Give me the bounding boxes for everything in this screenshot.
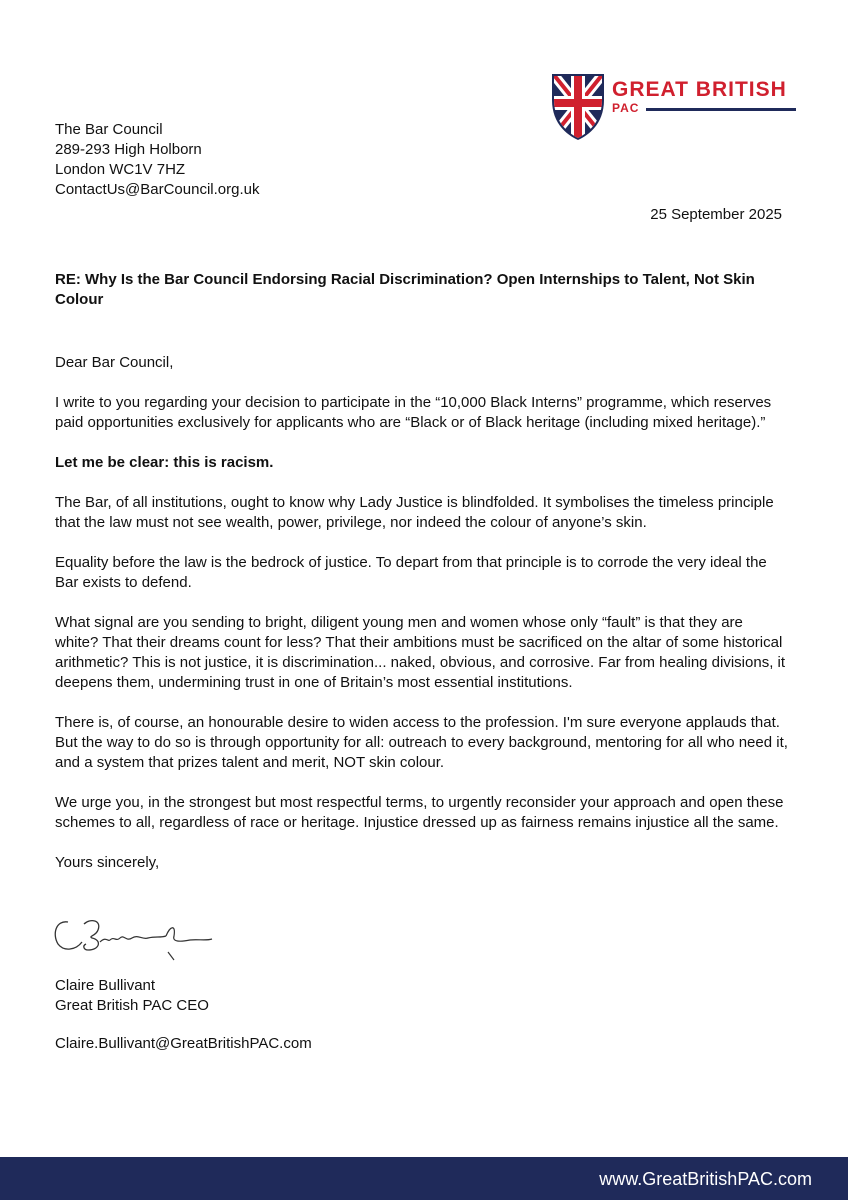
- paragraph: Equality before the law is the bedrock of justice. To depart from that principle is to corrode the very ideal the Bar exists to defend.: [55, 554, 767, 591]
- logo: [550, 70, 800, 140]
- letter-date: 25 September 2025: [650, 206, 782, 223]
- recipient-email: ContactUs@BarCouncil.org.uk: [55, 181, 260, 198]
- letter-subject: RE: Why Is the Bar Council Endorsing Racial Discrimination? Open Internships to Talent, Not Skin Colour: [55, 271, 755, 308]
- letter-body: [55, 353, 790, 893]
- paragraph-emphasis: Let me be clear: this is racism.: [55, 454, 274, 471]
- logo-divider: [646, 108, 796, 111]
- recipient-street: 289-293 High Holborn: [55, 141, 202, 158]
- signer-email[interactable]: Claire.Bullivant@GreatBritishPAC.com: [55, 1035, 312, 1052]
- footer-bar: [0, 1157, 848, 1200]
- signer-block: [55, 976, 209, 1016]
- salutation: Dear Bar Council,: [55, 354, 174, 371]
- signature-image: [50, 908, 220, 968]
- footer-url[interactable]: www.GreatBritishPAC.com: [599, 1169, 812, 1189]
- paragraph: We urge you, in the strongest but most respectful terms, to urgently reconsider your approach and open these schemes to all, regardless of race or heritage. Injustice dressed up as fairness remains injustice all the same.: [55, 794, 784, 831]
- closing: Yours sincerely,: [55, 854, 160, 871]
- union-jack-shield-icon: [550, 70, 606, 140]
- recipient-city: London WC1V 7HZ: [55, 161, 186, 178]
- logo-name: GREAT BRITISH: [612, 78, 787, 101]
- paragraph: The Bar, of all institutions, ought to know why Lady Justice is blindfolded. It symbolises the timeless principle that the law must not see wealth, power, privilege, nor indeed the colour of anyone’s skin.: [55, 494, 774, 531]
- signer-title: Great British PAC CEO: [55, 997, 209, 1014]
- paragraph: There is, of course, an honourable desire to widen access to the profession. I'm sure everyone applauds that. But the way to do so is through opportunity for all: outreach to every background, mentoring for all who need it, and a system that prizes talent and merit, NOT skin colour.: [55, 714, 788, 771]
- recipient-address: [55, 120, 259, 200]
- logo-pac: PAC: [612, 101, 640, 115]
- paragraph: I write to you regarding your decision to participate in the “10,000 Black Interns” programme, which reserves paid opportunities exclusively for applicants who are “Black or of Black heritage (including mixed heritage).”: [55, 394, 772, 431]
- recipient-name: The Bar Council: [55, 121, 163, 138]
- paragraph: What signal are you sending to bright, diligent young men and women whose only “fault” is that they are white? That their dreams count for less? That their ambitions must be sacrificed on the altar of some historical arithmetic? This is not justice, it is discrimination... naked, obvious, and corrosive. Far from healing divisions, it deepens them, undermining trust in one of Britain’s most essential institutions.: [55, 614, 786, 691]
- signer-name: Claire Bullivant: [55, 977, 156, 994]
